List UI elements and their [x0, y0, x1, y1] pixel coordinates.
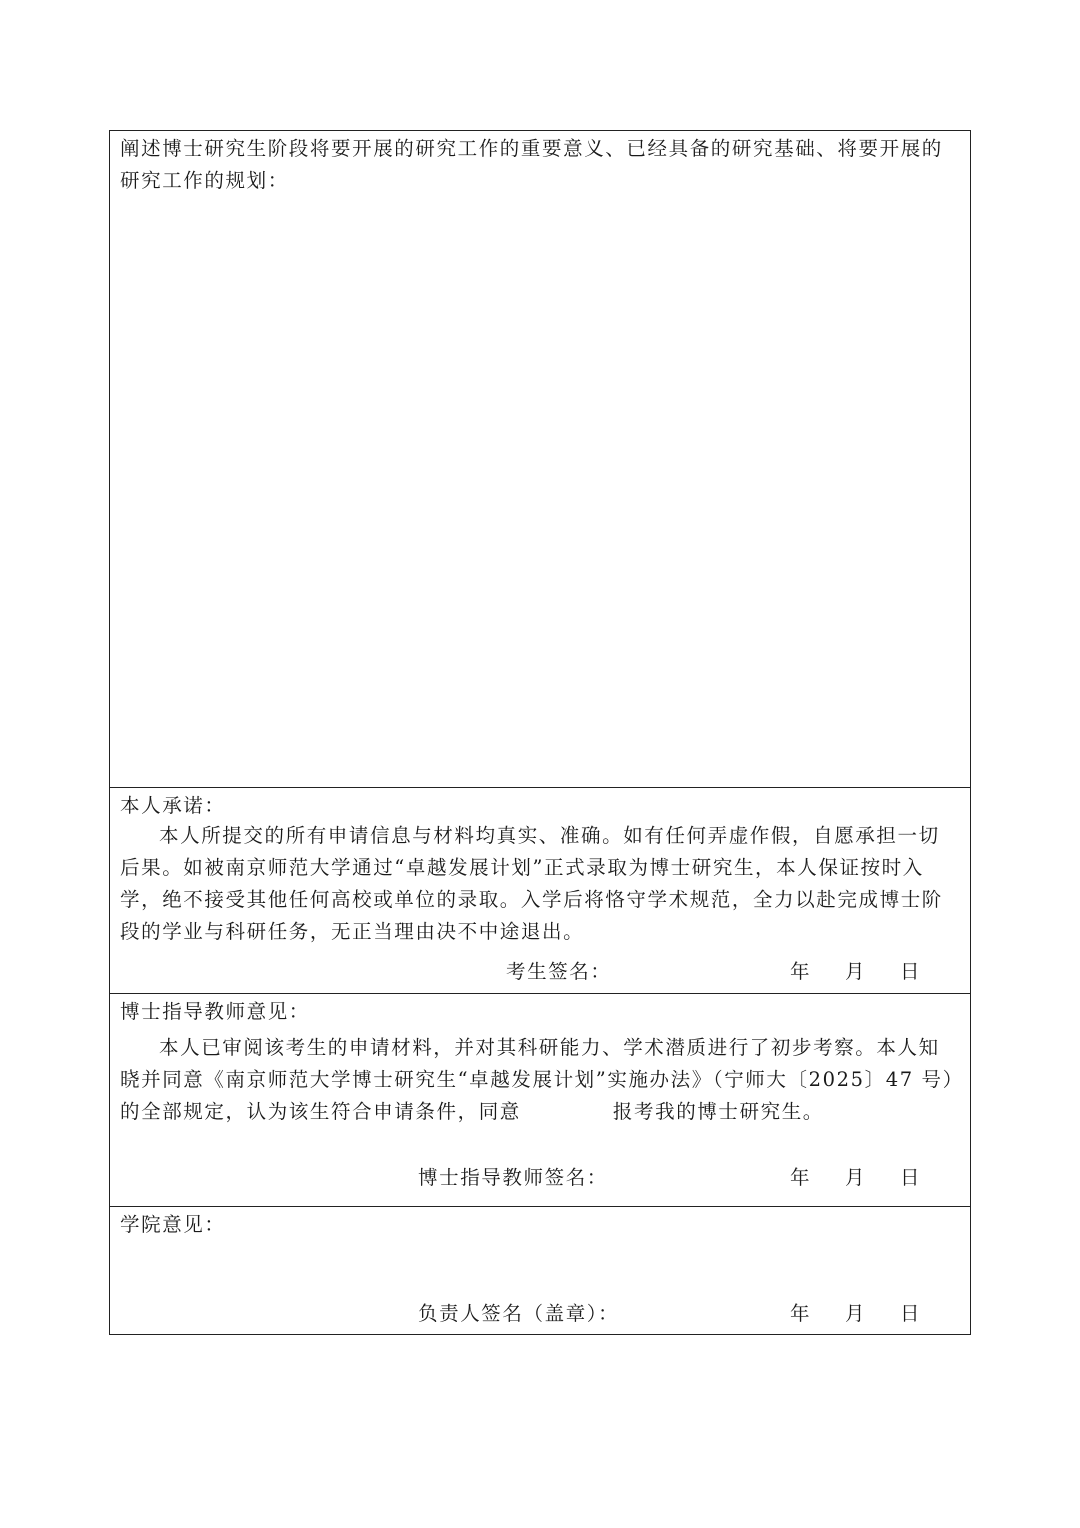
advisor-opinion-section — [110, 994, 970, 1207]
college-opinion-section — [110, 1207, 970, 1334]
day-label: 日 — [900, 960, 922, 983]
month-label: 月 — [845, 1302, 867, 1325]
advisor-body-part1: 本人已审阅该考生的申请材料，并对其科研能力、学术潜质进行了初步考察。本人知晓并同意《南京师范大学博士研究生“卓越发展计划”实施办法》（宁师大〔2025〕47 号）的全部规定，认为该生符合申请条件，同意 — [120, 1036, 954, 1123]
year-label: 年 — [790, 1302, 812, 1325]
month-label: 月 — [845, 960, 867, 983]
pledge-body: 本人所提交的所有申请信息与材料均真实、准确。如有任何弄虚作假，自愿承担一切后果。如被南京师范大学通过“卓越发展计划”正式录取为博士研究生，本人保证按时入学，绝不接受其他任何高校或单位的录取。入学后将恪守学术规范，全力以赴完成博士阶段的学业与科研任务，无正当理由决不中途退出。 — [120, 824, 943, 943]
day-label: 日 — [900, 1166, 922, 1189]
research-plan-prompt: 阐述博士研究生阶段将要开展的研究工作的重要意义、已经具备的研究基础、将要开展的研究工作的规划： — [120, 137, 943, 192]
applicant-signature-label: 考生签名： — [506, 960, 612, 983]
applicant-pledge-section — [110, 788, 970, 994]
pledge-heading: 本人承诺： — [120, 794, 226, 817]
day-label: 日 — [900, 1302, 922, 1325]
advisor-signature-label: 博士指导教师签名： — [418, 1166, 608, 1189]
college-signature-label: 负责人签名（盖章）： — [418, 1302, 620, 1325]
college-heading: 学院意见： — [120, 1213, 226, 1236]
application-form-table — [109, 130, 971, 1335]
month-label: 月 — [845, 1166, 867, 1189]
year-label: 年 — [790, 960, 812, 983]
year-label: 年 — [790, 1166, 812, 1189]
advisor-heading: 博士指导教师意见： — [120, 1000, 310, 1023]
research-plan-section — [110, 131, 970, 788]
advisor-body-part2: 报考我的博士研究生。 — [612, 1100, 824, 1123]
advisor-body — [120, 1032, 960, 1128]
